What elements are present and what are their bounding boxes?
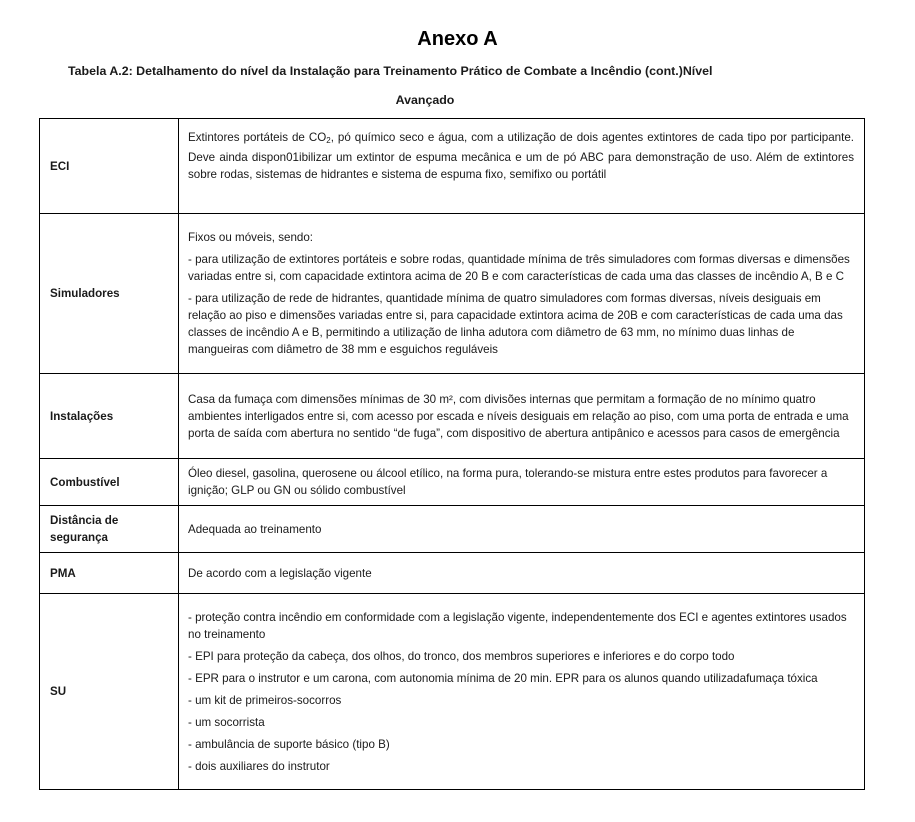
row-content xyxy=(179,553,865,594)
paragraph: - EPI para proteção da cabeça, dos olhos, do tronco, dos membros superiores e inferiores e do corpo todo xyxy=(188,649,735,663)
row-content xyxy=(179,214,865,374)
row-label: Instalações xyxy=(40,374,179,459)
text-segment: Extintores portáteis de CO xyxy=(188,131,327,144)
row-label: Simuladores xyxy=(40,214,179,374)
paragraph: - ambulância de suporte básico (tipo B) xyxy=(188,737,390,751)
table-row-eci xyxy=(40,119,865,214)
text-segment: , pó químico seco e água, com a utilização de dois agentes extintores de cada tipo por participante. Deve ainda dispon01ibilizar um extintor de espuma mecânica e um de pó ABC para demonstração de uso. Além de extintores sobre rodas, sistemas de hidrantes e sistema de espuma fixo, semifixo ou portátil xyxy=(188,131,855,181)
paragraph xyxy=(188,129,854,183)
paragraph: - um socorrista xyxy=(188,715,265,729)
paragraph: Adequada ao treinamento xyxy=(188,522,322,536)
row-label: PMA xyxy=(40,553,179,594)
row-label: Distância de segurança xyxy=(40,506,179,553)
table-row-instalacoes xyxy=(40,374,865,459)
requirements-table xyxy=(39,118,865,790)
subscript: 2 xyxy=(326,136,331,145)
table-row-su xyxy=(40,594,865,790)
paragraph: Casa da fumaça com dimensões mínimas de 30 m², com divisões internas que permitam a formação de no mínimo quatro ambientes interligados entre si, com acesso por escada e níveis desiguais em relação ao piso, com uma porta de entrada e uma porta de saída com abertura no sentido “de fuga”, com dispositivo de abertura antipânico e acessos para casos de emergência xyxy=(188,392,849,440)
paragraph: - EPR para o instrutor e um carona, com autonomia mínima de 20 min. EPR para os alunos quando utilizadafumaça tóxica xyxy=(188,671,818,685)
table-row-pma xyxy=(40,553,865,594)
table-row-simuladores xyxy=(40,214,865,374)
row-content xyxy=(179,594,865,790)
paragraph: Fixos ou móveis, sendo: xyxy=(188,231,314,244)
table-caption: Tabela A.2: Detalhamento do nível da Instalação para Treinamento Prático de Combate a Incêndio (cont.)Nível xyxy=(68,64,713,78)
table-row-distancia-de-seguranca xyxy=(40,506,865,553)
row-label: SU xyxy=(40,594,179,790)
paragraph: - para utilização de extintores portáteis e sobre rodas, quantidade mínima de três simuladores com formas diversas e dimensões variadas entre si, com capacidade extintora acima de 20 B e com características de cada uma das classes de incêndio A, B e C xyxy=(188,253,850,283)
row-label: Combustível xyxy=(40,459,179,506)
paragraph: - proteção contra incêndio em conformidade com a legislação vigente, independentemente dos ECI e agentes extintores usados no treinamento xyxy=(188,610,847,641)
row-label: ECI xyxy=(40,119,179,214)
annex-title: Anexo A xyxy=(417,28,498,50)
paragraph: Óleo diesel, gasolina, querosene ou álcool etílico, na forma pura, tolerando-se mistura entre estes produtos para favorecer a ignição; GLP ou GN ou sólido combustível xyxy=(188,467,828,497)
row-content xyxy=(179,374,865,459)
paragraph: - um kit de primeiros-socorros xyxy=(188,693,342,707)
paragraph: De acordo com a legislação vigente xyxy=(188,566,372,580)
table-caption-continuation: Avançado xyxy=(395,93,455,107)
row-content xyxy=(179,119,865,214)
paragraph: - dois auxiliares do instrutor xyxy=(188,759,330,773)
paragraph: - para utilização de rede de hidrantes, quantidade mínima de quatro simuladores com formas diversas, níveis desiguais em relação ao piso e dimensões variadas entre si, para capacidade extintora acima de 20B e com características de cada uma das classes de incêndio A e B, permitindo a utilização de linha adutora com diâmetro de 63 mm, no mínimo duas linhas de mangueiras com diâmetro de 38 mm e esguichos reguláveis xyxy=(188,292,843,356)
row-content xyxy=(179,459,865,506)
row-content xyxy=(179,506,865,553)
table-row-combustivel xyxy=(40,459,865,506)
